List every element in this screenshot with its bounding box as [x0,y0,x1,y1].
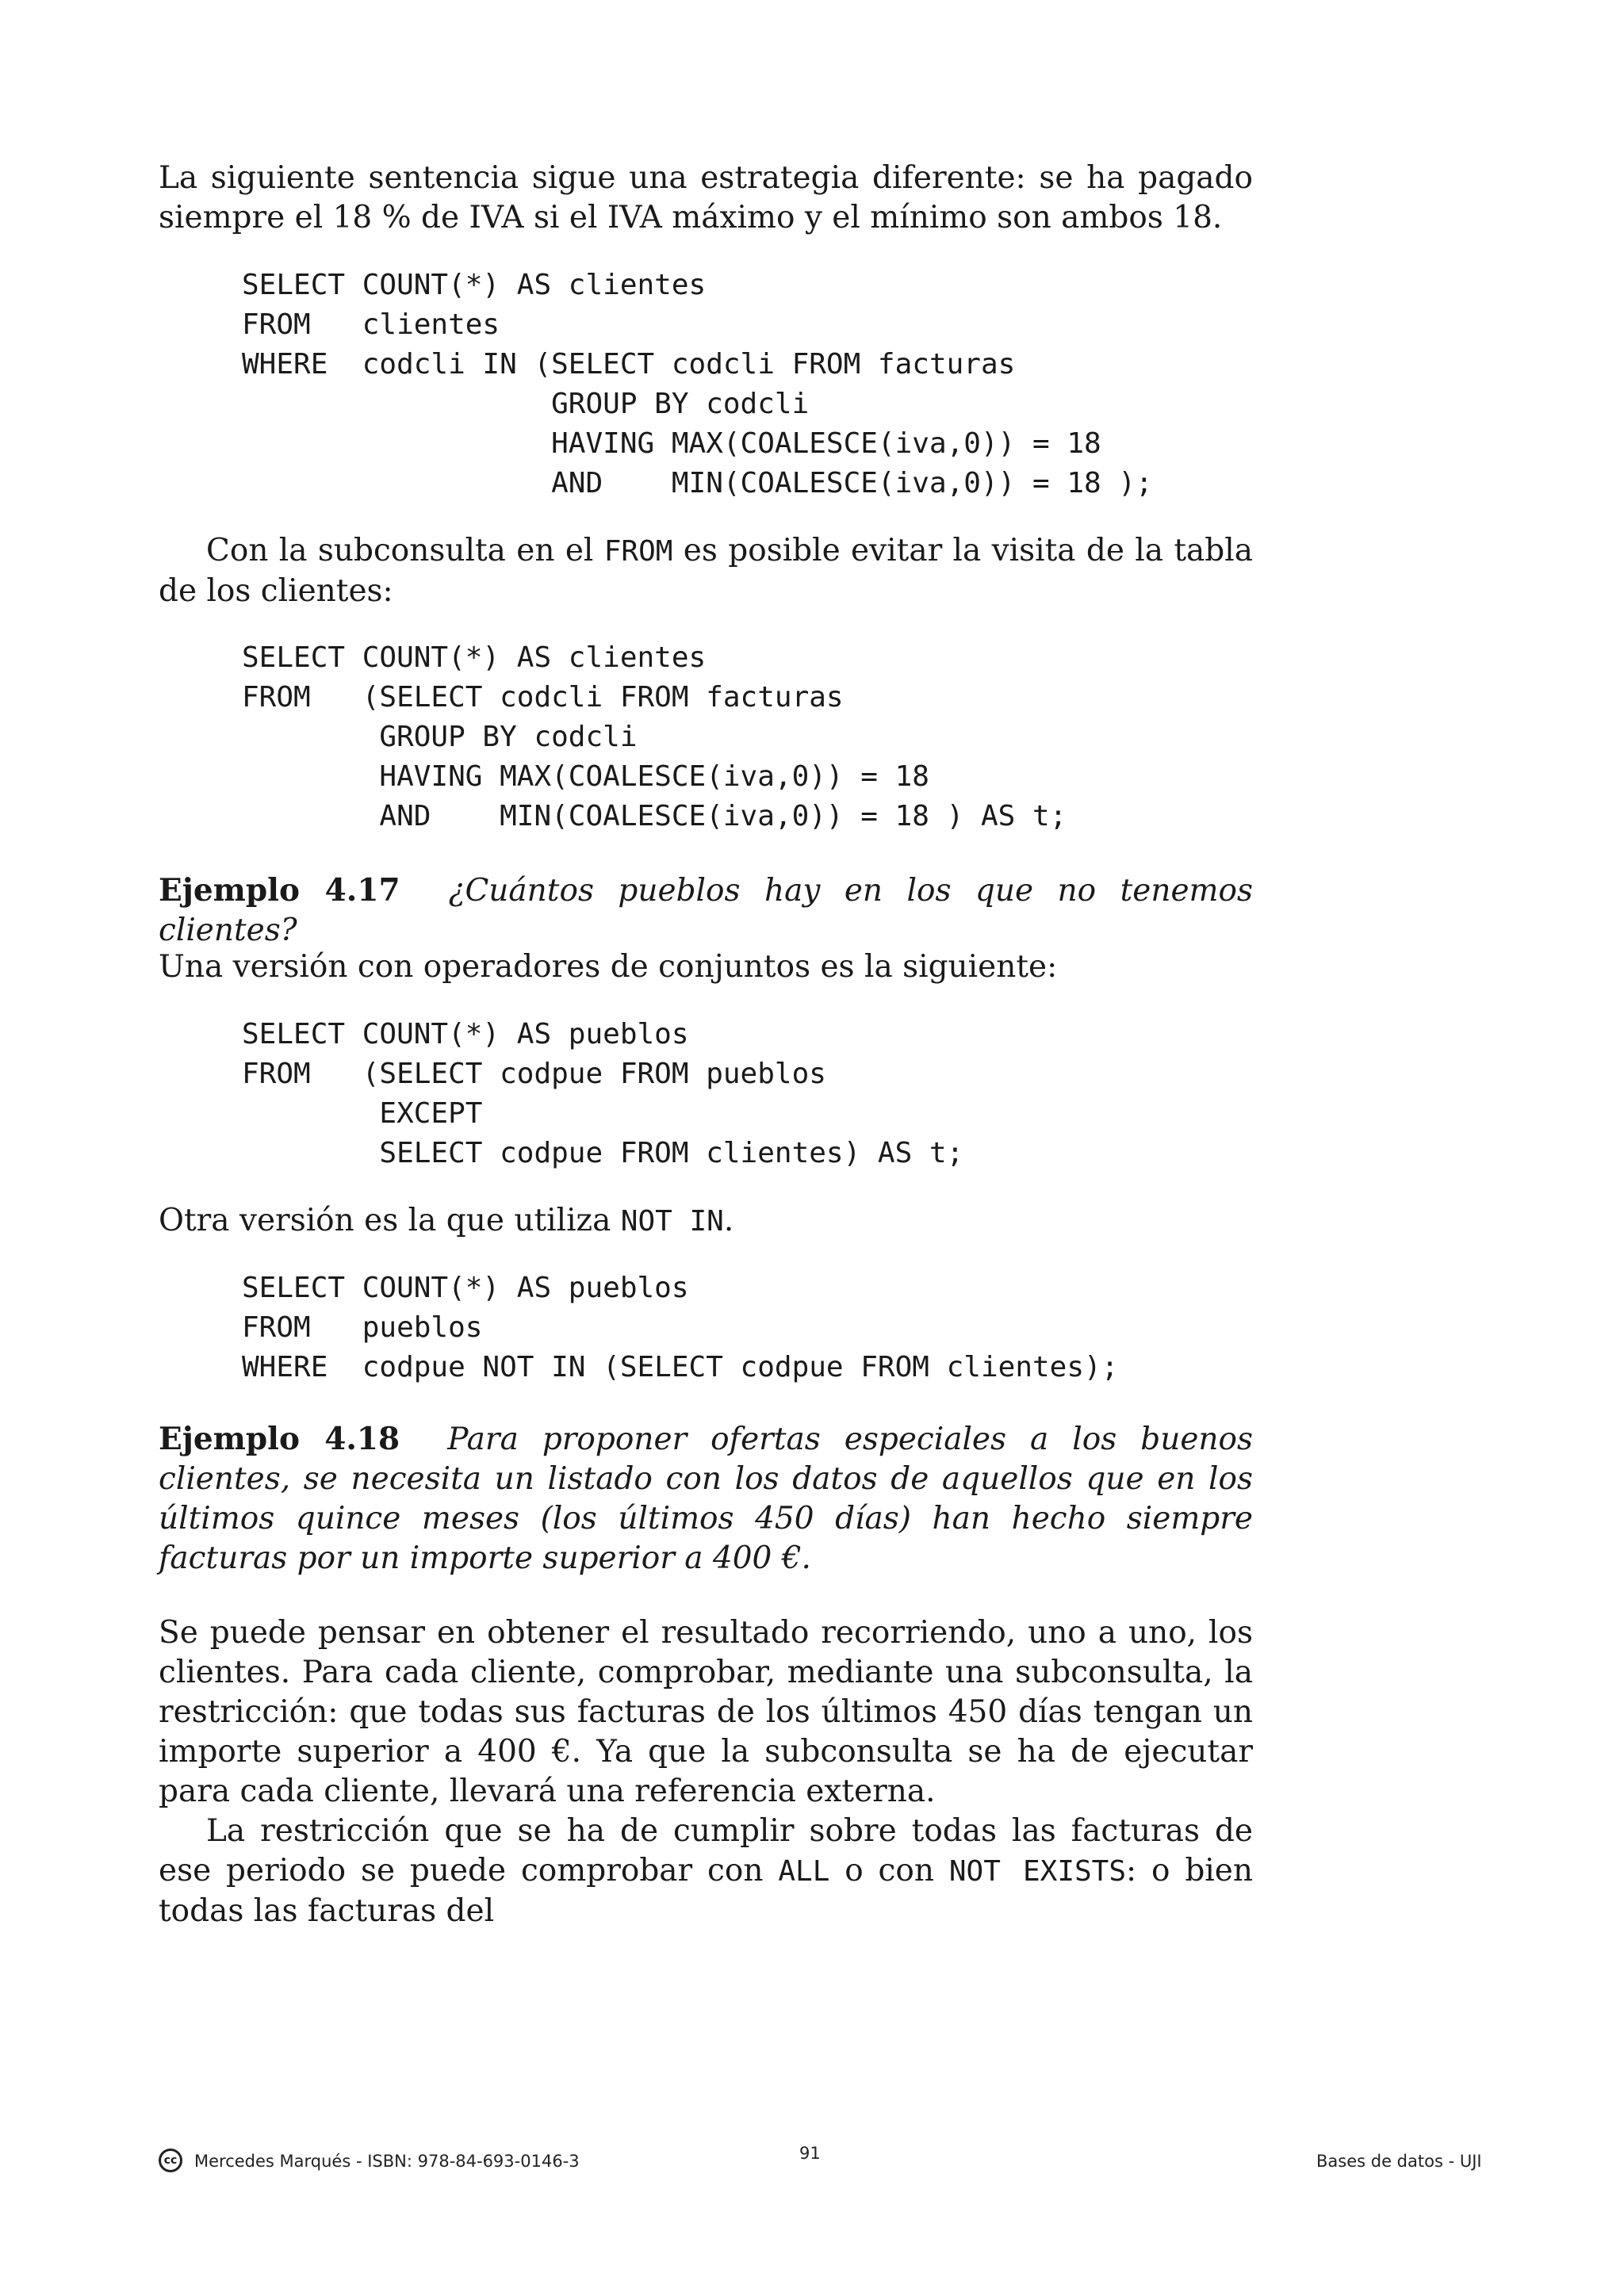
code-block-4: SELECT COUNT(*) AS pueblos FROM pueblos WHERE codpue NOT IN (SELECT codpue FROM clientes); [242,1272,1119,1383]
paragraph-intro: La siguiente sentencia sigue una estrategia diferente: se ha pagado siempre el 18 % de IVA si el IVA máximo y el mínimo son ambos 18. [159,160,1253,235]
example-4-17 [159,871,1253,951]
paragraph-not-in: Otra versión es la que utiliza NOT IN. [159,1203,734,1238]
footer-book-title: Bases de datos - UJI [1316,2152,1482,2171]
code-block-2: SELECT COUNT(*) AS clientes FROM (SELECT codcli FROM facturas GROUP BY codcli HAVING MAX(COALESCE(iva,0)) = 18 AND MIN(COALESCE(iva,0)) = 18 ) AS t; [242,641,1067,832]
example-question: Para proponer ofertas especiales a los buenos clientes, se necesita un listado con los datos de aquellos que en los últimos quince meses (los últimos 450 días) han hecho siempre facturas por un importe superior a 400 €. [159,1422,1254,1576]
example-question: ¿Cuántos pueblos hay en los que no tenemos clientes? [159,873,1254,948]
example-4-18 [159,1419,1253,1578]
inline-code-not-in: NOT IN [620,1205,724,1238]
example-label: Ejemplo 4.17 [159,872,400,909]
code-block-3: SELECT COUNT(*) AS pueblos FROM (SELECT codpue FROM pueblos EXCEPT SELECT codpue FROM clientes) AS t; [242,1018,964,1169]
paragraph-set-operators: Una versión con operadores de conjuntos es la siguiente: [159,949,1058,985]
footer-author: Mercedes Marqués - ISBN: 978-84-693-0146-3 [194,2152,580,2171]
inline-code-from: FROM [603,535,673,568]
inline-code-not-exists: NOT EXISTS [948,1855,1127,1888]
example-label: Ejemplo 4.18 [159,1421,400,1457]
creative-commons-icon: cc [159,2149,182,2172]
footer-page-number: 91 [799,2144,821,2163]
paragraph-approach: Se puede pensar en obtener el resultado recorriendo, uno a uno, los clientes. Para cada cliente, comprobar, mediante una subconsulta, la restricción: que todas sus facturas de los últimos 450 días tengan un importe superior a 400 €. Ya que la subconsulta se ha de ejecutar para cada cliente, llevará una referencia externa. [159,1615,1253,1809]
code-block-1: SELECT COUNT(*) AS clientes FROM clientes WHERE codcli IN (SELECT codcli FROM facturas GROUP BY codcli HAVING MAX(COALESCE(iva,0)) = 18 AND MIN(COALESCE(iva,0)) = 18 ); [242,269,1153,499]
paragraph-restriction: La restricción que se ha de cumplir sobre todas las facturas de ese periodo se puede comprobar con ALL o con NOT EXISTS: o bien todas las facturas del [159,1813,1253,1929]
inline-code-all: ALL [778,1855,830,1888]
paragraph-subquery-from: Con la subconsulta en el FROM es posible evitar la visita de la tabla de los clientes: [159,533,1253,609]
